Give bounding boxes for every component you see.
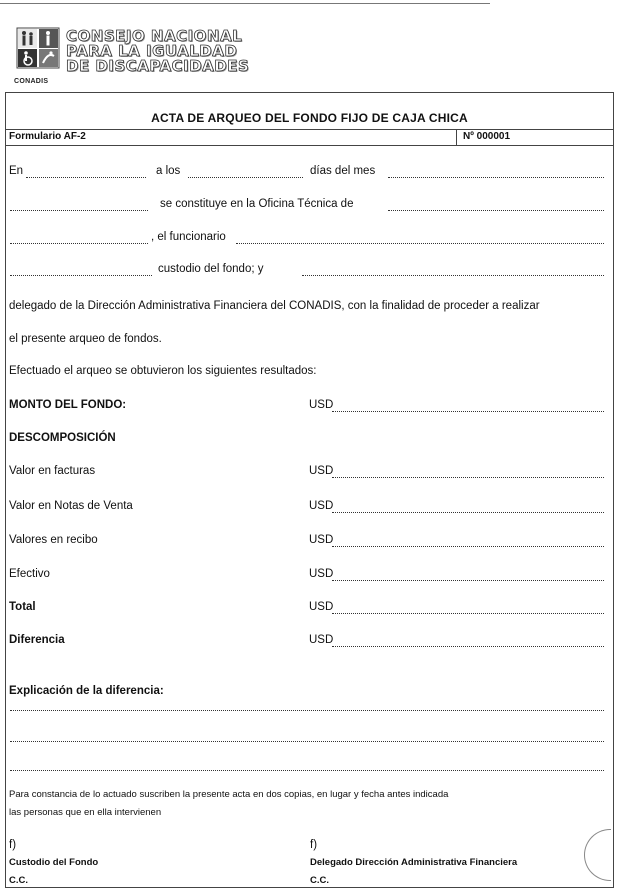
form-frame: [5, 92, 614, 888]
field-oficina[interactable]: [388, 210, 604, 211]
label-el-funcionario: , el funcionario: [151, 231, 226, 243]
form-title: ACTA DE ARQUEO DEL FONDO FIJO DE CAJA CHICA: [151, 111, 468, 125]
efectuado-text: Efectuado el arqueo se obtuvieron los siguientes resultados:: [9, 365, 317, 377]
field-recibo[interactable]: [332, 546, 604, 547]
page-curl-mark: [584, 829, 611, 881]
top-rule: [0, 3, 490, 4]
notas-venta-currency: USD: [309, 500, 334, 512]
title-row: [6, 93, 613, 130]
closing-line-2: las personas que en ella intervienen: [9, 807, 162, 818]
diferencia-currency: USD: [309, 634, 334, 646]
field-fecha[interactable]: [10, 210, 148, 211]
org-line-3: DE DISCAPACIDADES: [66, 57, 250, 75]
label-dias-del-mes: días del mes: [310, 165, 376, 177]
conadis-logo-icon: [16, 26, 60, 78]
org-line-2: PARA LA IGUALDAD: [66, 42, 238, 60]
header: [14, 26, 274, 86]
facturas-currency: USD: [309, 465, 334, 477]
form-number-cell: [456, 129, 614, 145]
field-en[interactable]: [26, 177, 146, 178]
field-dias[interactable]: [188, 177, 303, 178]
label-monto: MONTO DEL FONDO:: [9, 399, 127, 411]
label-a-los: a los: [156, 165, 181, 177]
logo-caption: CONADIS: [14, 78, 49, 85]
field-mes[interactable]: [388, 177, 604, 178]
form-id-row: [6, 129, 613, 146]
label-diferencia: Diferencia: [9, 634, 65, 646]
label-explicacion: Explicación de la diferencia:: [9, 685, 164, 697]
explicacion-line-3[interactable]: [10, 770, 604, 771]
field-efectivo[interactable]: [332, 580, 604, 581]
field-total[interactable]: [332, 613, 604, 614]
form-number: Nº 000001: [463, 131, 511, 142]
label-descomposicion: DESCOMPOSICIÓN: [9, 432, 116, 444]
organization-name: [66, 29, 249, 74]
label-notas-venta: Valor en Notas de Venta: [9, 500, 133, 512]
sign-left-role: Custodio del Fondo: [9, 857, 99, 868]
sign-left-f: f): [9, 839, 17, 851]
closing-line-1: Para constancia de lo actuado suscriben la presente acta en dos copias, en lugar y fecha antes indicada: [9, 789, 449, 800]
monto-currency: USD: [309, 399, 334, 411]
sign-right-f: f): [310, 839, 318, 851]
arqueo-text: el presente arqueo de fondos.: [9, 333, 162, 345]
form-code: Formulario AF-2: [9, 131, 86, 142]
field-facturas[interactable]: [332, 477, 604, 478]
sign-left-cc: C.C.: [9, 875, 28, 886]
label-se-constituye: se constituye en la Oficina Técnica de: [160, 198, 354, 210]
efectivo-currency: USD: [309, 568, 334, 580]
field-nombre-custodio[interactable]: [10, 275, 152, 276]
delegado-text: delegado de la Dirección Administrativa Financiera del CONADIS, con la finalidad de proceder a realizar: [9, 300, 540, 312]
explicacion-line-2[interactable]: [10, 741, 604, 742]
field-monto[interactable]: [332, 411, 604, 412]
label-recibo: Valores en recibo: [9, 534, 98, 546]
sign-right-role: Delegado Dirección Administrativa Financiera: [310, 857, 518, 868]
label-efectivo: Efectivo: [9, 568, 50, 580]
field-notas-venta[interactable]: [332, 512, 604, 513]
field-delegado[interactable]: [302, 275, 604, 276]
field-diferencia[interactable]: [332, 646, 604, 647]
label-en: En: [9, 165, 24, 177]
recibo-currency: USD: [309, 534, 334, 546]
org-line-1: CONSEJO NACIONAL: [66, 27, 243, 45]
explicacion-line-1[interactable]: [10, 710, 604, 711]
field-lugar[interactable]: [10, 243, 148, 244]
label-custodio: custodio del fondo; y: [158, 263, 264, 275]
field-funcionario[interactable]: [236, 243, 604, 244]
sign-right-cc: C.C.: [310, 875, 329, 886]
label-total: Total: [9, 601, 36, 613]
label-facturas: Valor en facturas: [9, 465, 96, 477]
total-currency: USD: [309, 601, 334, 613]
